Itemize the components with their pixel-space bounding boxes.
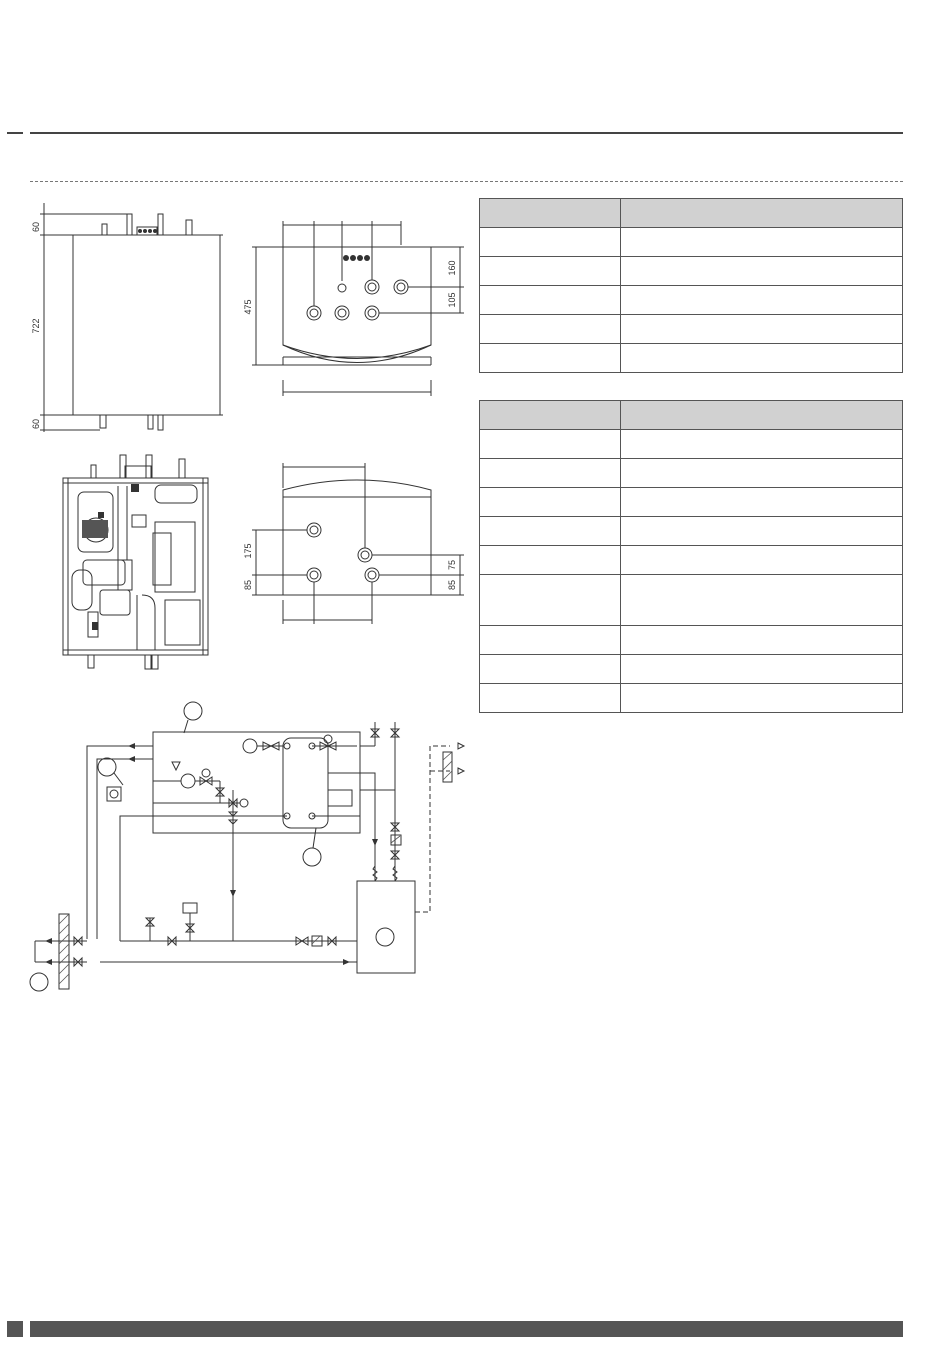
table-row: [480, 228, 903, 257]
dim-front-right-upper: 160: [447, 260, 457, 276]
dim-bottom-left-upper: 175: [243, 543, 253, 559]
table-row: [480, 286, 903, 315]
table-header-row: [480, 401, 903, 430]
spec-table-1: [479, 198, 903, 373]
table-row: [480, 315, 903, 344]
table-row: [480, 546, 903, 575]
table-row: [480, 655, 903, 684]
footer-bar: [30, 1321, 903, 1337]
dim-bottom-right-upper: 75: [447, 559, 457, 571]
dim-side-height: 722: [31, 318, 41, 334]
dim-side-top: 60: [31, 221, 41, 233]
dim-side-bottom: 60: [31, 418, 41, 430]
dim-bottom-left-lower: 85: [243, 579, 253, 591]
table-row: [480, 257, 903, 286]
bottom-view-drawing: [252, 463, 464, 624]
spec-table-2: [479, 400, 903, 713]
dim-front-right-lower: 105: [447, 292, 457, 308]
table-row: [480, 517, 903, 546]
footer-page-marker: [7, 1321, 23, 1337]
side-view-drawing: [40, 203, 223, 432]
table-row: [480, 488, 903, 517]
table-row: [480, 344, 903, 373]
table-row: [480, 575, 903, 626]
hydraulic-schematic: [30, 702, 452, 991]
front-view-drawing: [252, 221, 464, 396]
table-header-row: [480, 199, 903, 228]
table-row: [480, 459, 903, 488]
table-row: [480, 626, 903, 655]
dim-front-height: 475: [243, 299, 253, 315]
dim-bottom-right-lower: 85: [447, 579, 457, 591]
table-row: [480, 430, 903, 459]
table-row: [480, 684, 903, 713]
